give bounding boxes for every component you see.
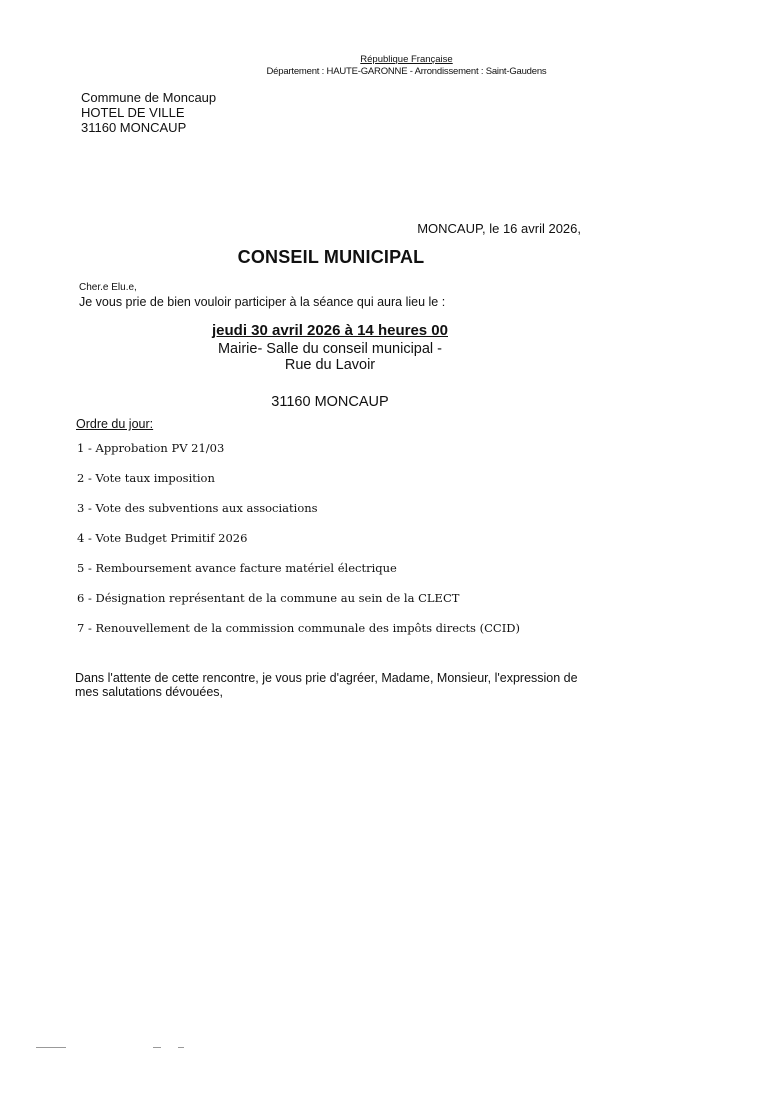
scan-speck [36, 1047, 66, 1048]
agenda-item: 3 - Vote des subventions aux associations [77, 501, 318, 515]
sender-line-1: Commune de Moncaup [81, 90, 217, 105]
closing-text: Dans l'attente de cette rencontre, je vous prie d'agréer, Madame, Monsieur, l'expression de mes salutations dévouées, [75, 671, 578, 699]
meeting-datetime: jeudi 30 avril 2026 à 14 heures 00 [212, 322, 448, 339]
agenda-item: 6 - Désignation représentant de la commune au sein de la CLECT [77, 591, 460, 605]
salutation: Cher.e Elu.e, [79, 282, 137, 293]
agenda-item: 4 - Vote Budget Primitif 2026 [77, 531, 248, 545]
republic-line: République Française [360, 54, 453, 65]
agenda-title: Ordre du jour: [76, 417, 154, 431]
scan-speck [178, 1047, 184, 1048]
document-heading: CONSEIL MUNICIPAL [237, 247, 425, 267]
agenda-list [77, 440, 520, 650]
meeting-place-line-1: Mairie- Salle du conseil municipal - [217, 341, 443, 357]
date-line: MONCAUP, le 16 avril 2026, [417, 221, 581, 236]
scan-speck [153, 1047, 161, 1048]
meeting-place-line-2: Rue du Lavoir [284, 357, 376, 373]
sender-line-3: 31160 MONCAUP [81, 120, 187, 135]
agenda-item: 5 - Remboursement avance facture matériel électrique [77, 561, 397, 575]
sender-address [81, 90, 216, 135]
invitation-text: Je vous prie de bien vouloir participer à la séance qui aura lieu le : [79, 295, 446, 309]
department-line: Département : HAUTE-GARONNE - Arrondissement : Saint-Gaudens [266, 66, 547, 77]
agenda-item: 1 - Approbation PV 21/03 [77, 441, 225, 455]
agenda-item: 7 - Renouvellement de la commission communale des impôts directs (CCID) [77, 621, 520, 635]
sender-line-2: HOTEL DE VILLE [81, 105, 185, 120]
meeting-place-line-3: 31160 MONCAUP [271, 394, 389, 410]
agenda-item: 2 - Vote taux imposition [77, 471, 215, 485]
